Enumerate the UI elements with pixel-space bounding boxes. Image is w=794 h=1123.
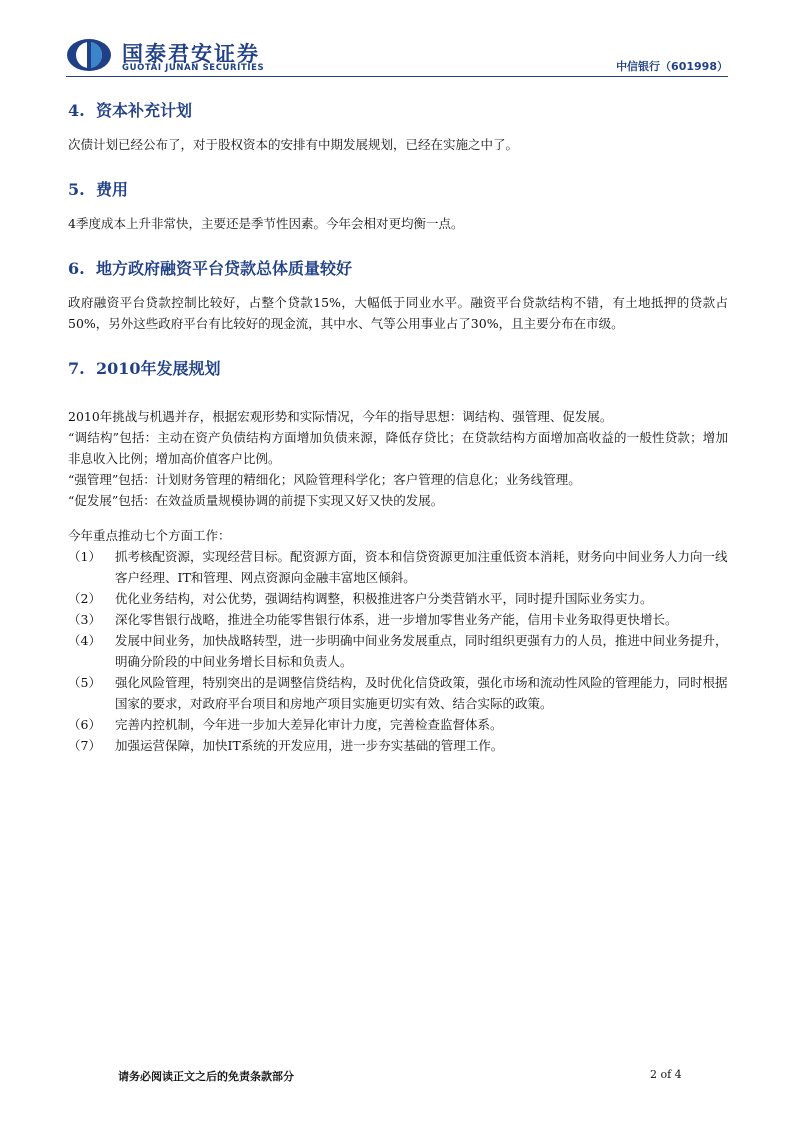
paragraph: 政府融资平台贷款控制比较好，占整个贷款15%，大幅低于同业水平。融资平台贷款结构不错，有土地抵押的贷款占50%，另外这些政府平台有比较好的现金流，其中水、气等公用事业占了30%，且主要分布在市级。 [68, 295, 728, 331]
list-text: 完善内控机制，今年进一步加大差异化审计力度，完善检查监督体系。 [115, 717, 503, 732]
header-divider [66, 76, 728, 77]
list-text: 发展中间业务，加快战略转型，进一步明确中间业务发展重点，同时组织更强有力的人员，推进中间业务提升，明确分阶段的中间业务增长目标和负责人。 [115, 633, 728, 669]
stock-ticker: 中信银行（601998） [616, 60, 728, 73]
list-index: （7） [68, 738, 101, 753]
list-item [68, 714, 728, 735]
section-title: 费用 [96, 180, 129, 199]
section-capital-plan [68, 100, 728, 155]
list-intro: 今年重点推动七个方面工作： [68, 528, 231, 543]
list-index: （2） [68, 591, 101, 606]
list-item [68, 546, 728, 588]
page-header [66, 36, 728, 76]
list-text: 深化零售银行战略，推进全功能零售银行体系，进一步增加零售业务产能，信用卡业务取得更快增长。 [115, 612, 678, 627]
list-item [68, 630, 728, 672]
list-text: 优化业务结构，对公优势，强调结构调整，积极推进客户分类营销水平，同时提升国际业务实力。 [115, 591, 653, 606]
list-item [68, 588, 728, 609]
company-name-en: GUOTAI JUNAN SECURITIES [122, 63, 265, 73]
list-text: 抓考核配资源，实现经营目标。配资源方面，资本和信贷资源更加注重低资本消耗，财务向中间业务人力向一线客户经理、IT和管理、网点资源向金融丰富地区倾斜。 [115, 549, 728, 585]
paragraph: “促发展”包括：在效益质量规模协调的前提下实现又好又快的发展。 [68, 493, 444, 508]
list-index: （6） [68, 717, 101, 732]
list-item [68, 735, 728, 756]
list-index: （1） [68, 549, 101, 564]
guotai-junan-logo-icon [66, 38, 112, 72]
paragraph: “强管理”包括：计划财务管理的精细化；风险管理科学化；客户管理的信息化；业务线管理。 [68, 472, 581, 487]
section-2010-plan [68, 358, 728, 756]
page-number: 2 of 4 [650, 1068, 682, 1081]
section-local-gov-loans [68, 258, 728, 334]
paragraph: 2010年挑战与机遇并存，根据宏观形势和实际情况，今年的指导思想：调结构、强管理、促发展。 [68, 409, 613, 424]
section-heading [68, 179, 728, 201]
section-title: 地方政府融资平台贷款总体质量较好 [96, 259, 353, 278]
list-index: （5） [68, 675, 101, 690]
section-expenses [68, 179, 728, 234]
section-title: 资本补充计划 [96, 101, 193, 120]
list-item [68, 609, 728, 630]
list-text: 强化风险管理，特别突出的是调整信贷结构，及时优化信贷政策，强化市场和流动性风险的管理能力，同时根据国家的要求，对政府平台项目和房地产项目实施更切实有效、结合实际的政策。 [115, 675, 728, 711]
section-heading [68, 100, 728, 122]
report-body [68, 100, 728, 780]
paragraph: 次债计划已经公布了，对于股权资本的安排有中期发展规划，已经在实施之中了。 [68, 137, 519, 152]
section-title: 2010年发展规划 [96, 359, 221, 378]
section-heading [68, 358, 728, 380]
paragraph: “调结构”包括：主动在资产负债结构方面增加负债来源，降低存贷比；在贷款结构方面增加高收益的一般性贷款；增加非息收入比例；增加高价值客户比例。 [68, 430, 728, 466]
list-text: 加强运营保障，加快IT系统的开发应用，进一步夯实基础的管理工作。 [115, 738, 504, 753]
section-number: 6. [68, 259, 85, 278]
list-item [68, 672, 728, 714]
section-number: 7. [68, 359, 85, 378]
company-name-cn: 国泰君安证券 [122, 42, 260, 66]
list-index: （3） [68, 612, 101, 627]
footer-disclaimer: 请务必阅读正文之后的免责条款部分 [118, 1070, 294, 1083]
section-number: 5. [68, 180, 85, 199]
section-number: 4. [68, 101, 85, 120]
paragraph: 4季度成本上升非常快，主要还是季节性因素。今年会相对更均衡一点。 [68, 216, 464, 231]
section-heading [68, 258, 728, 280]
list-index: （4） [68, 633, 101, 648]
